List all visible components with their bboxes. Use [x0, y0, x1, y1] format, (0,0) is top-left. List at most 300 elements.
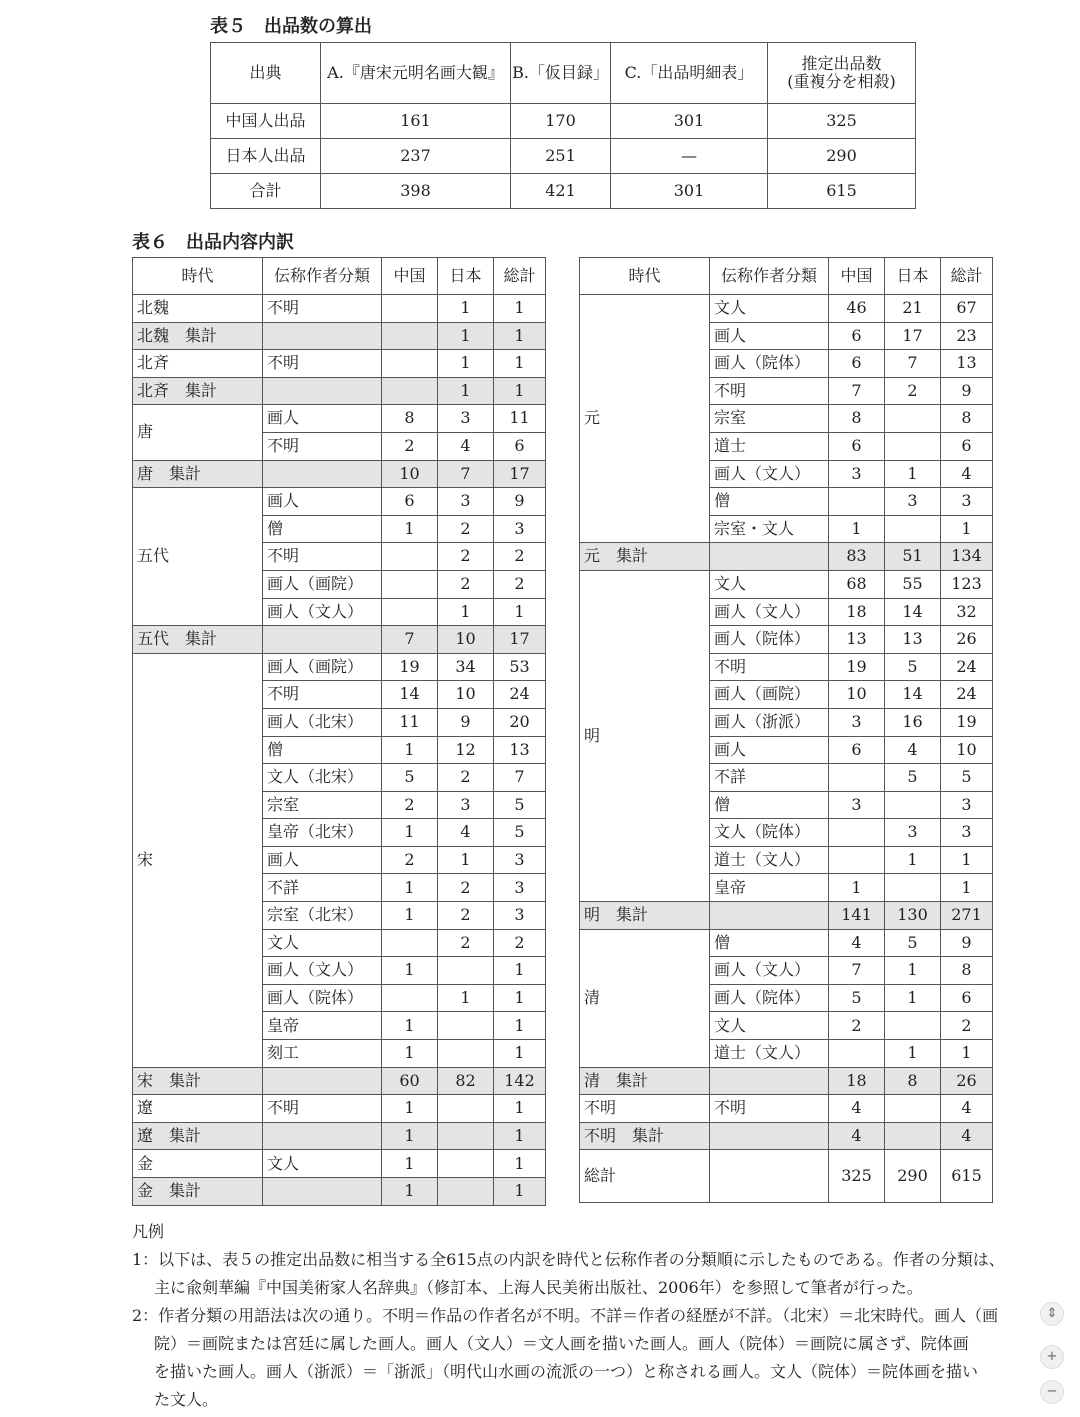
class-cell: 皇帝（北宋）: [263, 819, 382, 847]
count-cell: 6: [941, 432, 993, 460]
class-cell: 皇帝: [710, 874, 829, 902]
count-cell: 123: [941, 570, 993, 598]
count-cell: [885, 1012, 941, 1040]
blank-cell: [710, 1122, 829, 1150]
count-cell: 6: [829, 432, 885, 460]
t6l-header-era: 時代: [133, 258, 263, 295]
count-cell: 1: [941, 874, 993, 902]
count-cell: 2: [438, 764, 494, 792]
count-cell: 13: [829, 626, 885, 654]
count-cell: 17: [494, 460, 546, 488]
count-cell: 67: [941, 295, 993, 323]
class-cell: 画人（院体）: [263, 984, 382, 1012]
class-cell: 画人（院体）: [710, 984, 829, 1012]
class-cell: 画人: [263, 405, 382, 433]
count-cell: 1: [494, 1095, 546, 1123]
t5-header-c: C.「出品明細表」: [611, 43, 768, 104]
class-cell: 画人（院体）: [710, 626, 829, 654]
count-cell: 8: [941, 957, 993, 985]
count-cell: 4: [829, 1095, 885, 1123]
subtotal-row: [133, 1122, 546, 1150]
class-cell: 不詳: [710, 764, 829, 792]
count-cell: 10: [438, 681, 494, 709]
class-cell: 画人（浙派）: [710, 708, 829, 736]
subtotal-label: 五代 集計: [133, 626, 263, 654]
count-cell: 5: [885, 653, 941, 681]
era-cell: 北魏: [133, 295, 263, 323]
class-cell: 文人（院体）: [710, 819, 829, 847]
count-cell: 3: [885, 819, 941, 847]
table5-title: 表５ 出品数の算出: [210, 16, 372, 37]
class-cell: 文人: [263, 929, 382, 957]
count-cell: 1: [885, 957, 941, 985]
count-cell: 1: [438, 598, 494, 626]
count-cell: 4: [885, 736, 941, 764]
t6l-header-japan: 日本: [438, 258, 494, 295]
era-cell: 清: [580, 929, 710, 1067]
count-cell: 10: [829, 681, 885, 709]
count-cell: 68: [829, 570, 885, 598]
note-2c: を描いた画人。画人（浙派）＝「浙派」（明代山水画の流派の一つ）と称される画人。文人（院体）＝院体画を描い: [154, 1362, 979, 1381]
count-cell: 4: [829, 929, 885, 957]
count-cell: 1: [382, 957, 438, 985]
subtotal-row: [580, 543, 993, 571]
class-cell: 僧: [710, 488, 829, 516]
count-cell: 2: [438, 929, 494, 957]
class-cell: 不明: [710, 653, 829, 681]
class-cell: 画人（文人）: [263, 598, 382, 626]
subtotal-label: 宋 集計: [133, 1067, 263, 1095]
count-cell: 7: [829, 957, 885, 985]
count-cell: [829, 819, 885, 847]
class-cell: 不詳: [263, 874, 382, 902]
count-cell: [885, 1122, 941, 1150]
class-cell: 文人: [710, 295, 829, 323]
table6-left: [132, 257, 546, 1206]
count-cell: 11: [382, 708, 438, 736]
table-row: [133, 350, 546, 378]
count-cell: 3: [941, 791, 993, 819]
count-cell: 3: [829, 708, 885, 736]
grand-total-label: 総計: [580, 1150, 710, 1203]
note-1b: 主に兪剣華編『中国美術家人名辞典』（修訂本、上海人民美術出版社、2006年）を参照して筆者が行った。: [154, 1278, 923, 1297]
count-cell: 3: [941, 819, 993, 847]
table-row: [133, 295, 546, 323]
count-cell: 1: [438, 377, 494, 405]
count-cell: [885, 791, 941, 819]
count-cell: 615: [941, 1150, 993, 1203]
count-cell: 4: [941, 1095, 993, 1123]
subtotal-label: 北斉 集計: [133, 377, 263, 405]
class-cell: 不明: [263, 681, 382, 709]
count-cell: 12: [438, 736, 494, 764]
table-row: [133, 1150, 546, 1178]
t6r-header-era: 時代: [580, 258, 710, 295]
count-cell: 34: [438, 653, 494, 681]
class-cell: 文人（北宋）: [263, 764, 382, 792]
class-cell: 宗室（北宋）: [263, 902, 382, 930]
count-cell: [885, 1095, 941, 1123]
count-cell: 5: [382, 764, 438, 792]
count-cell: 55: [885, 570, 941, 598]
count-cell: 3: [438, 405, 494, 433]
class-cell: 画人（北宋）: [263, 708, 382, 736]
count-cell: 5: [885, 764, 941, 792]
notes-heading: 凡例: [132, 1222, 165, 1241]
left-body: [133, 295, 546, 1206]
t6l-header-class: 伝称作者分類: [263, 258, 382, 295]
table5: [210, 42, 916, 209]
class-cell: 画人: [263, 488, 382, 516]
count-cell: 8: [941, 405, 993, 433]
era-cell: 元: [580, 295, 710, 543]
count-cell: 1: [494, 377, 546, 405]
count-cell: [382, 350, 438, 378]
count-cell: [382, 295, 438, 323]
count-cell: 2: [382, 432, 438, 460]
table-row: [580, 929, 993, 957]
era-cell: 明: [580, 570, 710, 901]
count-cell: 19: [941, 708, 993, 736]
t6l-header-china: 中国: [382, 258, 438, 295]
count-cell: [829, 1040, 885, 1068]
count-cell: 13: [885, 626, 941, 654]
t5-header-a: A.『唐宋元明名画大観』: [321, 43, 511, 104]
count-cell: 3: [438, 791, 494, 819]
count-cell: 134: [941, 543, 993, 571]
subtotal-row: [580, 902, 993, 930]
class-cell: 画人: [263, 846, 382, 874]
count-cell: 1: [494, 295, 546, 323]
class-cell: 画人: [710, 736, 829, 764]
count-cell: 13: [941, 350, 993, 378]
count-cell: 2: [438, 874, 494, 902]
count-cell: 3: [438, 488, 494, 516]
count-cell: 7: [885, 350, 941, 378]
count-cell: 5: [829, 984, 885, 1012]
count-cell: [382, 543, 438, 571]
class-cell: 宗室: [710, 405, 829, 433]
class-cell: 不明: [263, 1095, 382, 1123]
count-cell: 2: [438, 515, 494, 543]
count-cell: 2: [438, 902, 494, 930]
count-cell: 2: [494, 543, 546, 571]
table-row: 日本人出品 237 251 — 290: [211, 139, 916, 174]
table-row: [133, 488, 546, 516]
count-cell: 3: [829, 460, 885, 488]
count-cell: [885, 874, 941, 902]
blank-cell: [263, 377, 382, 405]
count-cell: 26: [941, 1067, 993, 1095]
class-cell: 僧: [263, 736, 382, 764]
count-cell: [885, 432, 941, 460]
count-cell: 1: [382, 902, 438, 930]
class-cell: 画人（文人）: [710, 957, 829, 985]
class-cell: 文人: [710, 1012, 829, 1040]
count-cell: 14: [382, 681, 438, 709]
table-row: [580, 570, 993, 598]
subtotal-label: 明 集計: [580, 902, 710, 930]
era-cell: 不明: [580, 1095, 710, 1123]
t6r-header-japan: 日本: [885, 258, 941, 295]
count-cell: [438, 1095, 494, 1123]
count-cell: 3: [494, 902, 546, 930]
count-cell: 20: [494, 708, 546, 736]
count-cell: 290: [885, 1150, 941, 1203]
count-cell: 18: [829, 1067, 885, 1095]
table-row: [133, 405, 546, 433]
count-cell: 8: [829, 405, 885, 433]
count-cell: 6: [829, 322, 885, 350]
table-row: 合計 398 421 301 615: [211, 174, 916, 209]
count-cell: [438, 957, 494, 985]
count-cell: 6: [382, 488, 438, 516]
blank-cell: [710, 543, 829, 571]
count-cell: 18: [829, 598, 885, 626]
count-cell: [438, 1178, 494, 1206]
count-cell: 2: [438, 570, 494, 598]
era-cell: 宋: [133, 653, 263, 1067]
class-cell: 僧: [710, 929, 829, 957]
count-cell: 24: [941, 681, 993, 709]
table6-title: 表６ 出品内容内訳: [132, 232, 294, 253]
count-cell: 1: [885, 984, 941, 1012]
zoom-out-button[interactable]: −: [1040, 1380, 1064, 1404]
count-cell: [382, 322, 438, 350]
class-cell: 道士: [710, 432, 829, 460]
count-cell: 10: [382, 460, 438, 488]
count-cell: 1: [494, 1040, 546, 1068]
subtotal-row: [133, 377, 546, 405]
count-cell: [829, 488, 885, 516]
legend-notes: [132, 1218, 1052, 1414]
count-cell: 1: [829, 874, 885, 902]
count-cell: 4: [941, 1122, 993, 1150]
count-cell: 1: [382, 1012, 438, 1040]
class-cell: 不明: [263, 295, 382, 323]
zoom-in-button[interactable]: +: [1040, 1345, 1064, 1369]
count-cell: 3: [941, 488, 993, 516]
count-cell: 1: [494, 1178, 546, 1206]
count-cell: 9: [494, 488, 546, 516]
class-cell: 僧: [710, 791, 829, 819]
era-cell: 唐: [133, 405, 263, 460]
count-cell: 1: [885, 846, 941, 874]
count-cell: 1: [382, 515, 438, 543]
count-cell: 6: [829, 736, 885, 764]
t6r-header-china: 中国: [829, 258, 885, 295]
count-cell: 83: [829, 543, 885, 571]
blank-cell: [263, 1122, 382, 1150]
count-cell: 1: [382, 874, 438, 902]
count-cell: 5: [941, 764, 993, 792]
subtotal-row: [580, 1067, 993, 1095]
class-cell: 画人（画院）: [263, 653, 382, 681]
blank-cell: [710, 1150, 829, 1203]
class-cell: 僧: [263, 515, 382, 543]
count-cell: 4: [438, 432, 494, 460]
count-cell: 8: [382, 405, 438, 433]
blank-cell: [710, 1067, 829, 1095]
table-row: [580, 1095, 993, 1123]
class-cell: 画人（画院）: [263, 570, 382, 598]
class-cell: 道士（文人）: [710, 1040, 829, 1068]
subtotal-label: 唐 集計: [133, 460, 263, 488]
t5-header-source: 出典: [211, 43, 321, 104]
count-cell: [438, 1150, 494, 1178]
class-cell: 画人（院体）: [710, 350, 829, 378]
count-cell: [382, 598, 438, 626]
count-cell: 26: [941, 626, 993, 654]
count-cell: 1: [494, 957, 546, 985]
count-cell: 1: [382, 1178, 438, 1206]
count-cell: 1: [438, 350, 494, 378]
count-cell: 32: [941, 598, 993, 626]
count-cell: [829, 846, 885, 874]
era-cell: 北斉: [133, 350, 263, 378]
count-cell: 2: [494, 929, 546, 957]
blank-cell: [710, 902, 829, 930]
count-cell: 6: [494, 432, 546, 460]
count-cell: 1: [382, 1122, 438, 1150]
count-cell: 60: [382, 1067, 438, 1095]
subtotal-label: 遼 集計: [133, 1122, 263, 1150]
count-cell: 19: [382, 653, 438, 681]
subtotal-row: [580, 1122, 993, 1150]
count-cell: 1: [941, 846, 993, 874]
count-cell: [438, 1122, 494, 1150]
count-cell: 141: [829, 902, 885, 930]
count-cell: 5: [494, 819, 546, 847]
count-cell: 1: [494, 1150, 546, 1178]
count-cell: 1: [494, 1122, 546, 1150]
subtotal-label: 金 集計: [133, 1178, 263, 1206]
count-cell: 7: [438, 460, 494, 488]
count-cell: 2: [382, 846, 438, 874]
class-cell: 宗室: [263, 791, 382, 819]
count-cell: 3: [885, 488, 941, 516]
t6r-header-class: 伝称作者分類: [710, 258, 829, 295]
blank-cell: [263, 1178, 382, 1206]
note-2a: 2：作者分類の用語法は次の通り。不明＝作品の作者名が不明。不詳＝作者の経歴が不詳。（北宋）＝北宋時代。画人（画: [132, 1306, 999, 1325]
count-cell: 6: [941, 984, 993, 1012]
blank-cell: [263, 1067, 382, 1095]
subtotal-row: [133, 626, 546, 654]
count-cell: 9: [941, 929, 993, 957]
subtotal-label: 不明 集計: [580, 1122, 710, 1150]
count-cell: 1: [494, 984, 546, 1012]
class-cell: 画人（文人）: [710, 460, 829, 488]
count-cell: [829, 764, 885, 792]
count-cell: 2: [438, 543, 494, 571]
class-cell: 画人（文人）: [710, 598, 829, 626]
count-cell: [885, 405, 941, 433]
count-cell: 5: [885, 929, 941, 957]
count-cell: [885, 515, 941, 543]
fit-page-icon[interactable]: ⇕: [1040, 1302, 1064, 1326]
count-cell: 10: [941, 736, 993, 764]
count-cell: 53: [494, 653, 546, 681]
count-cell: 1: [885, 460, 941, 488]
count-cell: 9: [438, 708, 494, 736]
subtotal-row: [133, 1178, 546, 1206]
subtotal-label: 元 集計: [580, 543, 710, 571]
count-cell: 2: [829, 1012, 885, 1040]
count-cell: 271: [941, 902, 993, 930]
class-cell: 刻工: [263, 1040, 382, 1068]
count-cell: 1: [494, 1012, 546, 1040]
count-cell: 1: [438, 322, 494, 350]
grand-total-row: [580, 1150, 993, 1203]
count-cell: [382, 929, 438, 957]
count-cell: 10: [438, 626, 494, 654]
table-row: [133, 653, 546, 681]
count-cell: 130: [885, 902, 941, 930]
class-cell: 画人: [710, 322, 829, 350]
class-cell: 皇帝: [263, 1012, 382, 1040]
count-cell: 9: [941, 377, 993, 405]
count-cell: 3: [494, 846, 546, 874]
count-cell: 1: [438, 984, 494, 1012]
blank-cell: [263, 626, 382, 654]
count-cell: [438, 1012, 494, 1040]
count-cell: 2: [941, 1012, 993, 1040]
count-cell: 1: [382, 736, 438, 764]
count-cell: 14: [885, 598, 941, 626]
count-cell: 16: [885, 708, 941, 736]
table6-right: [579, 257, 993, 1203]
count-cell: 142: [494, 1067, 546, 1095]
count-cell: 2: [885, 377, 941, 405]
count-cell: 1: [494, 322, 546, 350]
t6r-header-total: 総計: [941, 258, 993, 295]
table-row: [133, 1095, 546, 1123]
note-1a: 1：以下は、表５の推定出品数に相当する全615点の内訳を時代と伝称作者の分類順に示したものである。作者の分類は、: [132, 1250, 1005, 1269]
count-cell: 1: [382, 1040, 438, 1068]
count-cell: [382, 570, 438, 598]
count-cell: 1: [941, 1040, 993, 1068]
count-cell: 3: [494, 874, 546, 902]
t5-header-b: B.「仮目録」: [511, 43, 611, 104]
class-cell: 文人: [263, 1150, 382, 1178]
class-cell: 不明: [710, 1095, 829, 1123]
count-cell: 1: [494, 350, 546, 378]
blank-cell: [263, 322, 382, 350]
table-row: 中国人出品 161 170 301 325: [211, 104, 916, 139]
class-cell: 文人: [710, 570, 829, 598]
class-cell: 宗室・文人: [710, 515, 829, 543]
count-cell: 24: [494, 681, 546, 709]
count-cell: 23: [941, 322, 993, 350]
subtotal-row: [133, 322, 546, 350]
count-cell: 4: [829, 1122, 885, 1150]
count-cell: 82: [438, 1067, 494, 1095]
count-cell: 1: [941, 515, 993, 543]
count-cell: [438, 1040, 494, 1068]
subtotal-row: [133, 460, 546, 488]
blank-cell: [263, 460, 382, 488]
subtotal-label: 清 集計: [580, 1067, 710, 1095]
era-cell: 五代: [133, 488, 263, 626]
count-cell: 325: [829, 1150, 885, 1203]
count-cell: 1: [885, 1040, 941, 1068]
count-cell: 3: [829, 791, 885, 819]
count-cell: 17: [494, 626, 546, 654]
count-cell: 1: [382, 1150, 438, 1178]
note-2b: 院）＝画院または宮廷に属した画人。画人（文人）＝文人画を描いた画人。画人（院体）＝画院に属さず、院体画: [154, 1334, 969, 1353]
count-cell: 1: [382, 1095, 438, 1123]
subtotal-row: [133, 1067, 546, 1095]
